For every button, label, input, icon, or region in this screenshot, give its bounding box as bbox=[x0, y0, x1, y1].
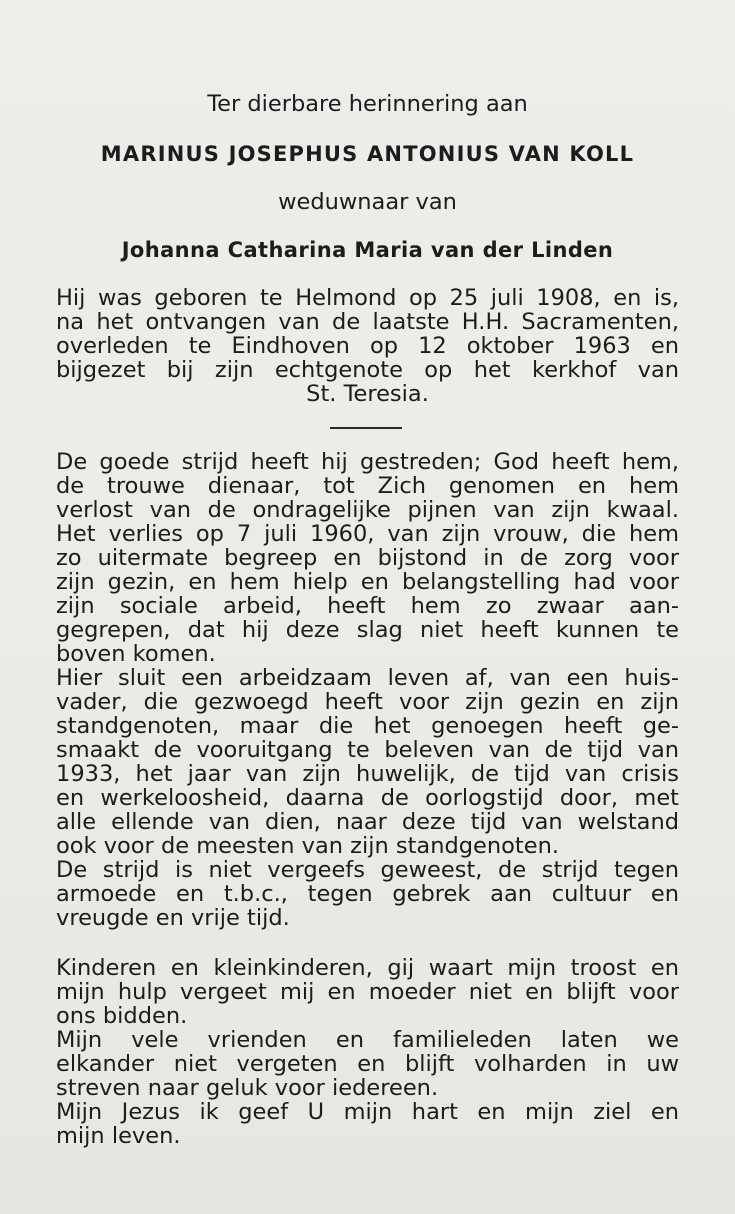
farewell-line: streven naar geluk voor iedereen. bbox=[56, 1075, 439, 1101]
bio-line: overleden te Eindhoven op 12 oktober 1963 en bbox=[56, 333, 679, 359]
bio-line: St. Teresia. bbox=[306, 381, 429, 407]
farewell-line: ons bidden. bbox=[56, 1003, 188, 1029]
farewell-line: Mijn Jezus ik geef U mijn hart en mijn ziel en bbox=[56, 1099, 679, 1125]
farewell-line: mijn leven. bbox=[56, 1123, 181, 1149]
bio-line: bijgezet bij zijn echtgenote op het kerkhof van bbox=[56, 357, 679, 383]
deceased-name: MARINUS JOSEPHUS ANTONIUS VAN KOLL bbox=[100, 142, 635, 166]
tribute-line: alle ellende van dien, naar deze tijd van welstand bbox=[56, 809, 679, 835]
farewell-line: Kinderen en kleinkinderen, gij waart mijn troost en bbox=[56, 955, 679, 981]
tribute-line: boven komen. bbox=[56, 641, 216, 667]
bio-line: Hij was geboren te Helmond op 25 juli 1908, en is, bbox=[56, 285, 679, 311]
tribute-line: verlost van de ondragelijke pijnen van zijn kwaal. bbox=[56, 497, 679, 523]
bio-line: na het ontvangen van de laatste H.H. Sacramenten, bbox=[56, 309, 679, 335]
tribute-line: vader, die gezwoegd heeft voor zijn gezin en zijn bbox=[56, 689, 679, 715]
relation-line: weduwnaar van bbox=[278, 189, 457, 215]
tribute-line: smaakt de vooruitgang te beleven van de tijd van bbox=[56, 737, 679, 763]
tribute-line: de trouwe dienaar, tot Zich genomen en hem bbox=[56, 473, 679, 499]
spouse-name: Johanna Catharina Maria van der Linden bbox=[121, 238, 614, 262]
divider-rule bbox=[330, 427, 402, 429]
tribute-line: ook voor de meesten van zijn standgenoten. bbox=[56, 833, 559, 859]
farewell-line: Mijn vele vrienden en familieleden laten we bbox=[56, 1027, 679, 1053]
tribute-line: vreugde en vrije tijd. bbox=[56, 905, 290, 931]
tribute-line: 1933, het jaar van zijn huwelijk, de tijd van crisis bbox=[56, 761, 679, 787]
tribute-line: Het verlies op 7 juli 1960, van zijn vrouw, die hem bbox=[56, 521, 679, 547]
tribute-line: standgenoten, maar die het genoegen heeft ge- bbox=[56, 713, 679, 739]
tribute-line: De goede strijd heeft hij gestreden; God heeft hem, bbox=[56, 449, 679, 475]
tribute-line: zo uitermate begreep en bijstond in de zorg voor bbox=[56, 545, 679, 571]
farewell-line: elkander niet vergeten en blijft volharden in uw bbox=[56, 1051, 679, 1077]
tribute-line: en werkeloosheid, daarna de oorlogstijd door, met bbox=[56, 785, 679, 811]
tribute-line: zijn gezin, en hem hielp en belangstelling had voor bbox=[56, 569, 679, 595]
tribute-line: gegrepen, dat hij deze slag niet heeft kunnen te bbox=[56, 617, 679, 643]
tribute-line: Hier sluit een arbeidzaam leven af, van een huis- bbox=[56, 665, 679, 691]
farewell-line: mijn hulp vergeet mij en moeder niet en blijft voor bbox=[56, 979, 679, 1005]
tribute-line: De strijd is niet vergeefs geweest, de strijd tegen bbox=[56, 857, 679, 883]
tribute-line: zijn sociale arbeid, heeft hem zo zwaar aan- bbox=[56, 593, 679, 619]
intro-line: Ter dierbare herinnering aan bbox=[207, 91, 528, 117]
tribute-line: armoede en t.b.c., tegen gebrek aan cultuur en bbox=[56, 881, 679, 907]
